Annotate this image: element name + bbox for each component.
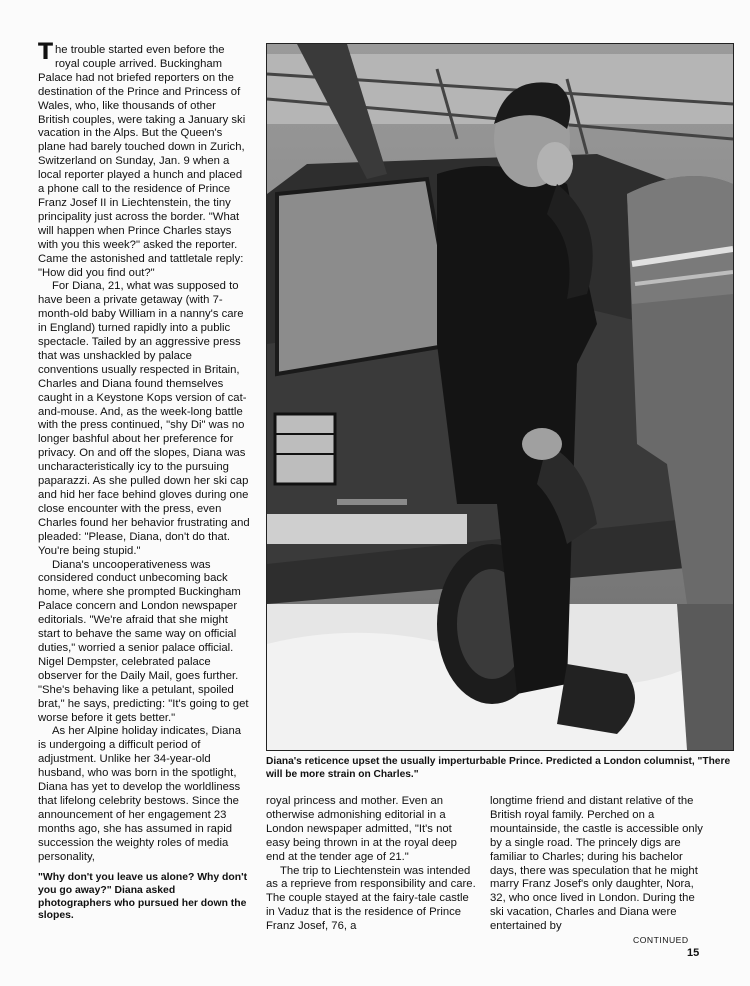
photo-caption: Diana's reticence upset the usually imperturbable Prince. Predicted a London columnist, "There will be more strain on Charles.": [266, 756, 731, 780]
page-number: 15: [687, 947, 700, 959]
article-column-3: [490, 795, 708, 934]
article-paragraph: Diana's uncooperativeness was considered conduct unbecoming back home, where she prompted Buckingham Palace concern and London newspaper editorials. "We're afraid that she might start to behave the same way on official duties," worried a senior palace official. Nigel Dempster, celebrated palace observer for the Daily Mail, goes further. "She's behaving like a petulant, spoiled brat," he says, predicting: "It's going to get worse before it gets better.": [38, 558, 249, 724]
article-paragraph: [38, 40, 250, 280]
continued-label: CONTINUED: [633, 935, 689, 945]
photo-illustration: [267, 44, 733, 750]
article-paragraph: royal princess and mother. Even an otherwise admonishing editorial in a London newspaper admitted, "It's not easy being thrown in at the royal deep end at the tender age of 21.": [266, 795, 457, 863]
article-paragraph: For Diana, 21, what was supposed to have been a private getaway (with 7-month-old baby William in a nanny's care in England) turned rapidly into a public spectacle. Tailed by an aggressive press that was unshackled by palace conventions usually respected in Britain, Charles and Diana found themselves caught in a Keystone Kops version of cat-and-mouse. And, as the week-long battle with the press continued, "shy Di" was no longer bashful about her preference for privacy. On and off the slopes, Diana was uncharacteristically icy to the pursuing paparazzi. As she pulled down her ski cap and hid her face behind gloves during one close encounter with the press, even Charles found her behavior frustrating and pleaded: "Please, Diana, don't do that. You're being stupid.": [38, 280, 250, 557]
article-column-2: [266, 795, 478, 934]
article-column-1: [38, 40, 250, 923]
article-paragraph: longtime friend and distant relative of the British royal family. Perched on a mountainside, the castle is accessible only by a single road. The princely digs are familiar to Charles; during his bachelor days, there was speculation that he might marry Franz Josef's only daughter, Nora, 32, who once lived in London. During the ski vacation, Charles and Diana were entertained by: [490, 795, 703, 933]
paragraph-text: he trouble started even before the royal couple arrived. Buckingham Palace had not briefed reporters on the destination of the Prince and Princess of Wales, who, like thousands of other British couples, were taking a January ski vacation in the Alps. But the Queen's plane had barely touched down in Zurich, Switzerland on Sunday, Jan. 9 when a local reporter played a hunch and placed a phone call to the residence of Prince Franz Josef II in Liechtenstein, the tiny principality just across the border. "What will happen when Prince Charles stays with you this week?" asked the reporter. Came the astonished and tattletale reply: "How did you find out?": [38, 44, 246, 279]
drop-cap: T: [38, 40, 54, 65]
pull-quote: "Why don't you leave us alone? Why don't you go away?" Diana asked photographers who pursued her down the slopes.: [38, 872, 248, 922]
article-paragraph: As her Alpine holiday indicates, Diana is undergoing a difficult period of adjustment. Unlike her 34-year-old husband, who was born in the spotlight, Diana has yet to develop the worldliness that lifelong celebrity bestows. Since the announcement of her engagement 23 months ago, she has assumed in rapid succession the weighty roles of media personality,: [38, 725, 242, 863]
photo-charles-leaning-on-car: [266, 43, 734, 751]
article-paragraph: The trip to Liechtenstein was intended as a reprieve from responsibility and care. The couple stayed at the fairy-tale castle in Vaduz that is the residence of Prince Franz Josef, 76, a: [266, 864, 476, 933]
